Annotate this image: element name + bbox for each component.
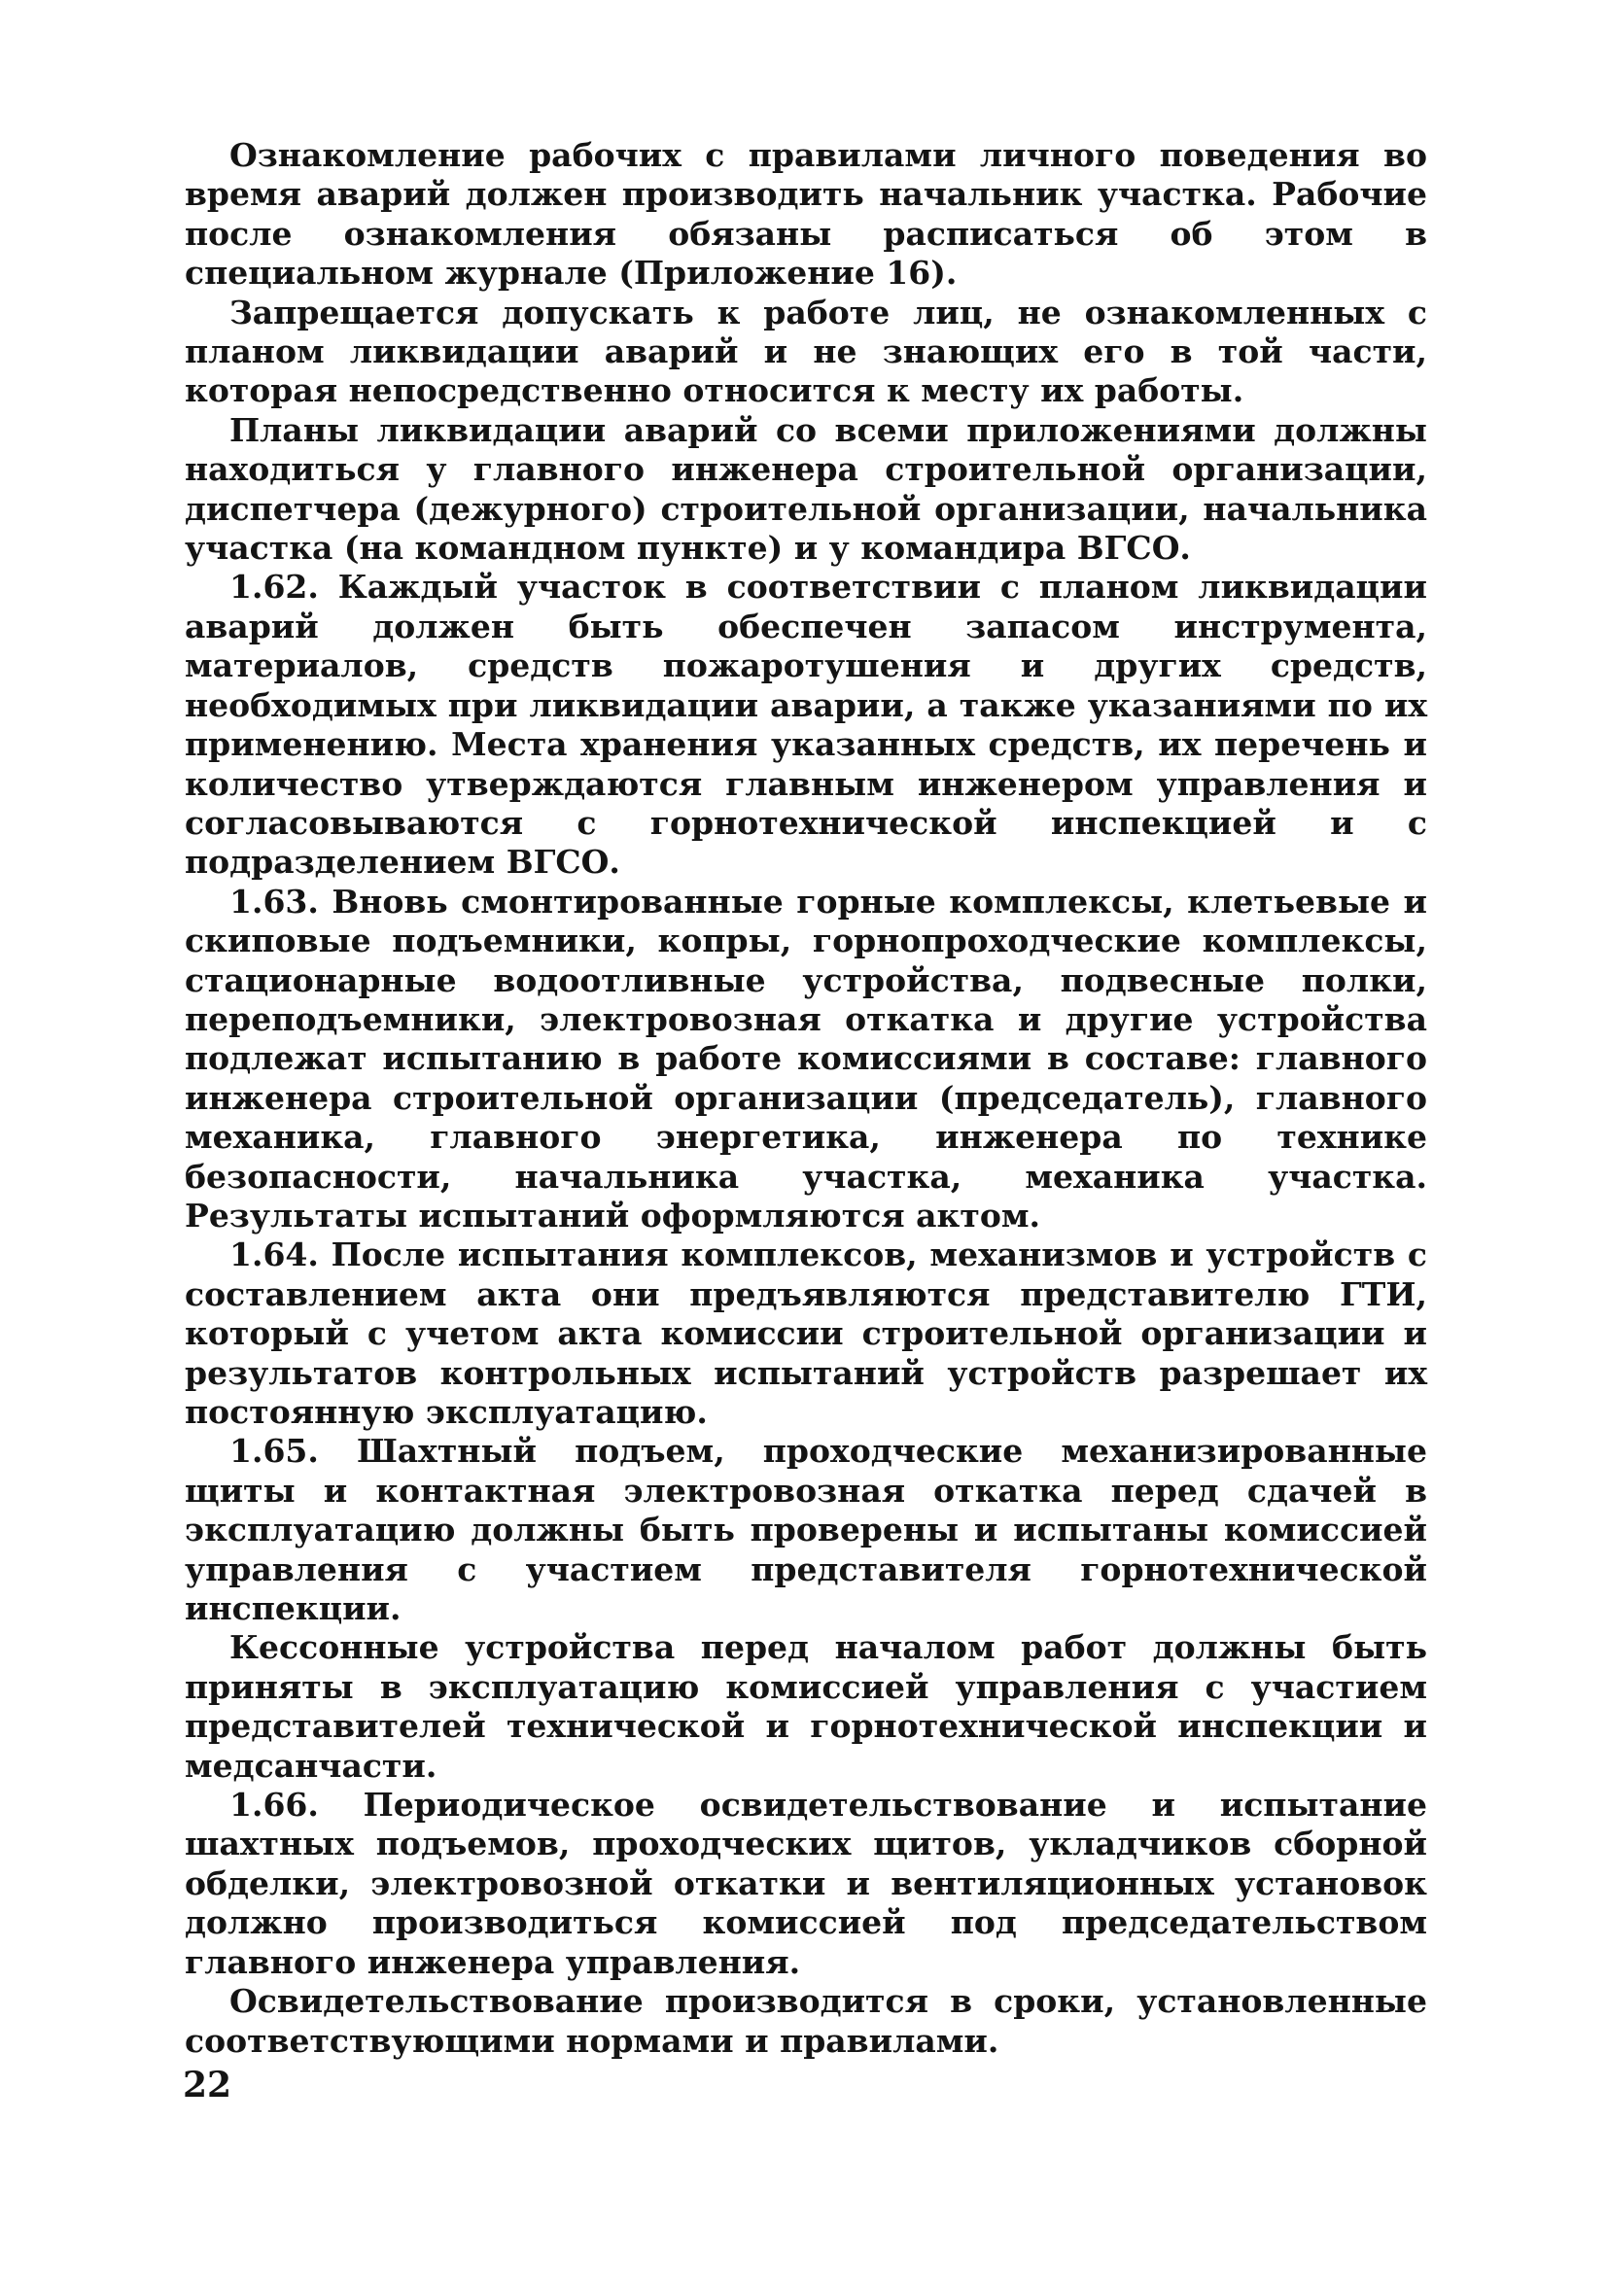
- paragraph-caisson: Кессонные устройства перед началом работ должны быть приняты в эксплуатацию комиссией управления с участием представителей технической и горнотехнической инспекции и медсанчасти.: [185, 1628, 1427, 1785]
- paragraph-1-65: 1.65. Шахтный подъем, проходческие механизированные щиты и контактная электровозная откатка перед сдачей в эксплуатацию должны быть проверены и испытаны комиссией управления с участием представителя горнотехнической инспекции.: [185, 1432, 1427, 1628]
- paragraph-1-66: 1.66. Периодическое освидетельствование и испытание шахтных подъемов, проходческих щитов, укладчиков сборной обделки, электровозной откатки и вентиляционных установок должно производиться комиссией под председательством главного инженера управления.: [185, 1786, 1427, 1981]
- paragraph-inspection-terms: Освидетельствование производится в сроки, установленные соответствующими нормами и правилами.: [185, 1982, 1427, 2060]
- paragraph-1-63: 1.63. Вновь смонтированные горные комплексы, клетьевые и скиповые подъемники, копры, горнопроходческие комплексы, стационарные водоотливные устройства, подвесные полки, переподъемники, электровозная откатка и другие устройства подлежат испытанию в работе комиссиями в составе: главного инженера строительной организации (председатель), главного механика, главного энергетика, инженера по технике безопасности, начальника участка, механика участка. Результаты испытаний оформляются актом.: [185, 882, 1427, 1235]
- body-text: [185, 136, 1427, 2061]
- page-number: 22: [183, 2065, 232, 2105]
- paragraph-plan-location: Планы ликвидации аварий со всеми приложениями должны находиться у главного инженера строительной организации, диспетчера (дежурного) строительной организации, начальника участка (на командном пункте) и у командира ВГСО.: [185, 410, 1427, 568]
- paragraph-worker-briefing: Ознакомление рабочих с правилами личного поведения во время аварий должен производить начальник участка. Рабочие после ознакомления обязаны расписаться об этом в специальном журнале (Приложение 16).: [185, 136, 1427, 293]
- paragraph-1-64: 1.64. После испытания комплексов, механизмов и устройств с составлением акта они предъявляются представителю ГТИ, который с учетом акта комиссии строительной организации и результатов контрольных испытаний устройств разрешает их постоянную эксплуатацию.: [185, 1235, 1427, 1431]
- paragraph-1-62: 1.62. Каждый участок в соответствии с планом ликвидации аварий должен быть обеспечен запасом инструмента, материалов, средств пожаротушения и других средств, необходимых при ликвидации аварии, а также указаниями по их применению. Места хранения указанных средств, их перечень и количество утверждаются главным инженером управления и согласовываются с горнотехнической инспекцией и с подразделением ВГСО.: [185, 568, 1427, 882]
- paragraph-admission-prohibition: Запрещается допускать к работе лиц, не ознакомленных с планом ликвидации аварий и не знающих его в той части, которая непосредственно относится к месту их работы.: [185, 293, 1427, 410]
